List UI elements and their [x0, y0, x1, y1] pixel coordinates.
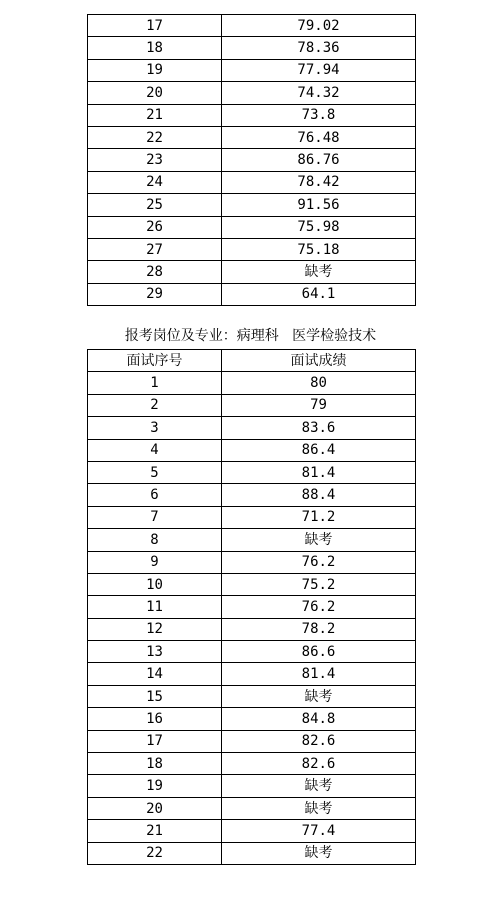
table-row — [88, 641, 416, 663]
score-cell: 81.4 — [222, 461, 416, 483]
score-cell: 76.2 — [222, 596, 416, 618]
seq-cell: 26 — [88, 216, 222, 238]
score-cell: 82.6 — [222, 753, 416, 775]
seq-cell: 10 — [88, 573, 222, 595]
score-cell: 64.1 — [222, 283, 416, 305]
seq-cell: 6 — [88, 484, 222, 506]
seq-cell: 29 — [88, 283, 222, 305]
table-row — [88, 573, 416, 595]
score-cell: 77.4 — [222, 820, 416, 842]
table-row — [88, 775, 416, 797]
seq-cell: 16 — [88, 708, 222, 730]
score-cell: 79.02 — [222, 15, 416, 37]
table-row — [88, 171, 416, 193]
score-cell: 75.98 — [222, 216, 416, 238]
table-row — [88, 820, 416, 842]
table-row — [88, 372, 416, 394]
score-cell: 77.94 — [222, 59, 416, 81]
table-row — [88, 37, 416, 59]
table-row — [88, 529, 416, 551]
table-row — [88, 261, 416, 283]
seq-cell: 19 — [88, 59, 222, 81]
score-cell: 86.4 — [222, 439, 416, 461]
table-row — [88, 506, 416, 528]
seq-cell: 18 — [88, 37, 222, 59]
seq-cell: 11 — [88, 596, 222, 618]
score-cell: 86.6 — [222, 641, 416, 663]
table-row — [88, 283, 416, 305]
score-cell: 73.8 — [222, 104, 416, 126]
seq-cell: 25 — [88, 194, 222, 216]
table-row — [88, 194, 416, 216]
seq-cell: 13 — [88, 641, 222, 663]
score-cell: 79 — [222, 394, 416, 416]
score-cell: 74.32 — [222, 82, 416, 104]
score-cell: 86.76 — [222, 149, 416, 171]
seq-cell: 1 — [88, 372, 222, 394]
seq-cell: 12 — [88, 618, 222, 640]
seq-cell: 17 — [88, 15, 222, 37]
table-header-row — [88, 350, 416, 372]
table-row — [88, 484, 416, 506]
table-row — [88, 461, 416, 483]
table-row — [88, 238, 416, 260]
table-row — [88, 394, 416, 416]
header-seq: 面试序号 — [88, 350, 222, 372]
score-cell: 88.4 — [222, 484, 416, 506]
seq-cell: 20 — [88, 797, 222, 819]
table-row — [88, 82, 416, 104]
score-cell: 78.36 — [222, 37, 416, 59]
score-cell: 80 — [222, 372, 416, 394]
score-cell: 82.6 — [222, 730, 416, 752]
table-row — [88, 59, 416, 81]
score-cell: 78.42 — [222, 171, 416, 193]
table-row — [88, 104, 416, 126]
table-row — [88, 216, 416, 238]
seq-cell: 14 — [88, 663, 222, 685]
seq-cell: 15 — [88, 685, 222, 707]
score-cell: 75.18 — [222, 238, 416, 260]
table-row — [88, 753, 416, 775]
seq-cell: 20 — [88, 82, 222, 104]
score-cell: 缺考 — [222, 261, 416, 283]
score-cell: 83.6 — [222, 417, 416, 439]
table-row — [88, 126, 416, 148]
table-row — [88, 618, 416, 640]
seq-cell: 21 — [88, 104, 222, 126]
seq-cell: 28 — [88, 261, 222, 283]
score-cell: 84.8 — [222, 708, 416, 730]
score-cell: 91.56 — [222, 194, 416, 216]
seq-cell: 3 — [88, 417, 222, 439]
seq-cell: 8 — [88, 529, 222, 551]
score-cell: 81.4 — [222, 663, 416, 685]
score-cell: 缺考 — [222, 842, 416, 864]
score-cell: 缺考 — [222, 775, 416, 797]
table-row — [88, 15, 416, 37]
seq-cell: 18 — [88, 753, 222, 775]
seq-cell: 23 — [88, 149, 222, 171]
table-row — [88, 842, 416, 864]
score-cell: 缺考 — [222, 797, 416, 819]
seq-cell: 2 — [88, 394, 222, 416]
score-cell: 缺考 — [222, 685, 416, 707]
score-cell: 78.2 — [222, 618, 416, 640]
lower-score-table — [87, 349, 416, 865]
seq-cell: 17 — [88, 730, 222, 752]
seq-cell: 5 — [88, 461, 222, 483]
lower-score-table-body — [88, 350, 416, 865]
table-row — [88, 797, 416, 819]
seq-cell: 9 — [88, 551, 222, 573]
table-row — [88, 708, 416, 730]
score-cell: 71.2 — [222, 506, 416, 528]
score-cell: 76.2 — [222, 551, 416, 573]
score-cell: 75.2 — [222, 573, 416, 595]
seq-cell: 7 — [88, 506, 222, 528]
table-row — [88, 685, 416, 707]
upper-score-table — [87, 14, 416, 306]
table-row — [88, 149, 416, 171]
table-row — [88, 730, 416, 752]
table-row — [88, 417, 416, 439]
section-title: 报考岗位及专业：病理科 医学检验技术 — [124, 328, 377, 344]
seq-cell: 21 — [88, 820, 222, 842]
upper-score-table-body — [88, 15, 416, 306]
seq-cell: 19 — [88, 775, 222, 797]
table-row — [88, 663, 416, 685]
score-cell: 76.48 — [222, 126, 416, 148]
seq-cell: 22 — [88, 842, 222, 864]
seq-cell: 27 — [88, 238, 222, 260]
seq-cell: 22 — [88, 126, 222, 148]
table-row — [88, 439, 416, 461]
seq-cell: 24 — [88, 171, 222, 193]
seq-cell: 4 — [88, 439, 222, 461]
score-cell: 缺考 — [222, 529, 416, 551]
header-score: 面试成绩 — [222, 350, 416, 372]
table-row — [88, 596, 416, 618]
table-row — [88, 551, 416, 573]
